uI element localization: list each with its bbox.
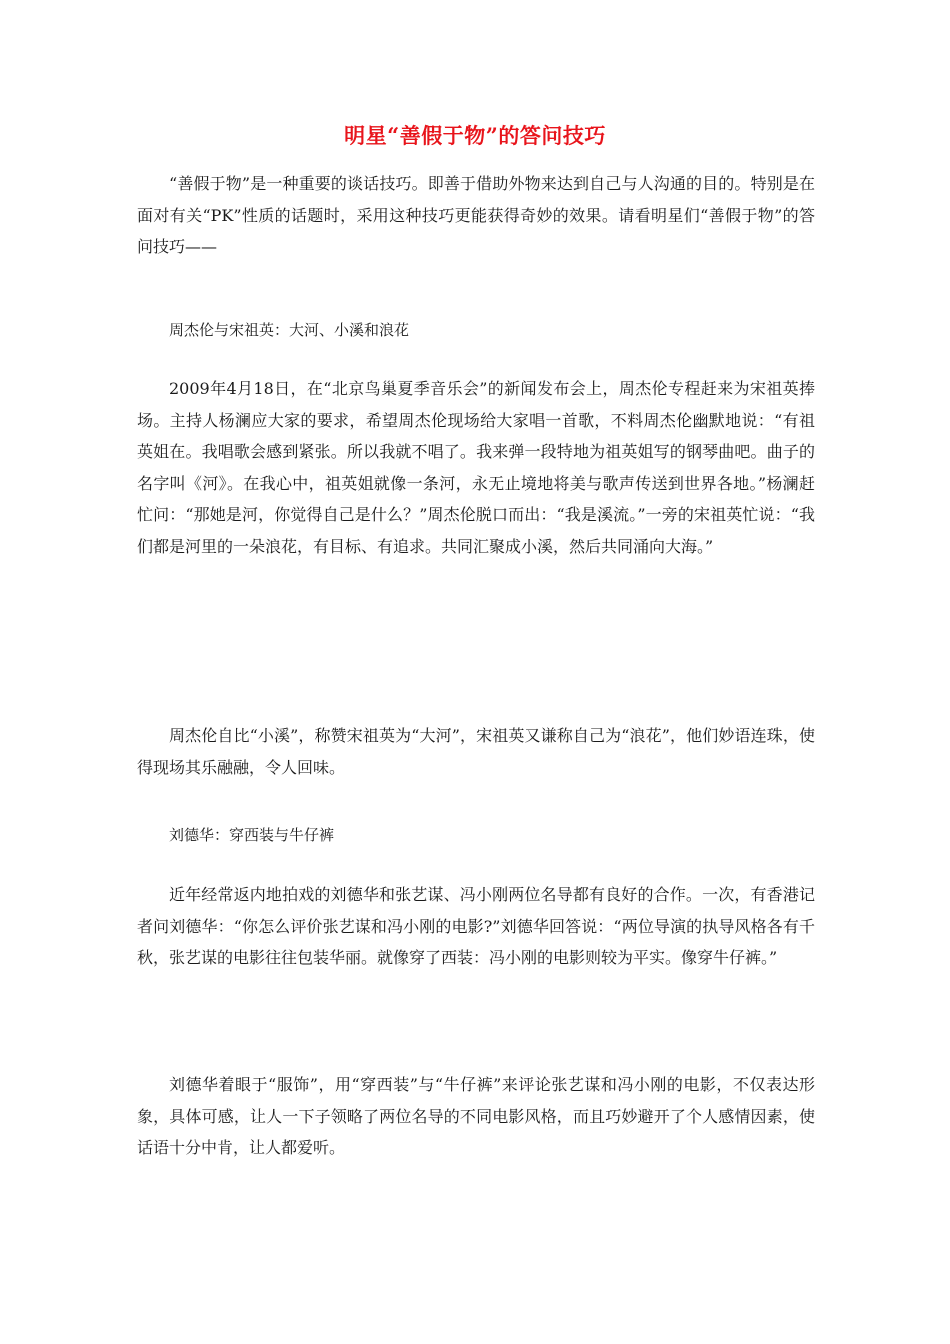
section1-story-paragraph: 2009年4月18日，在“北京鸟巢夏季音乐会”的新闻发布会上，周杰伦专程赶来为宋祖英捧场。主持人杨澜应大家的要求，希望周杰伦现场给大家唱一首歌，不料周杰伦幽默地说：“有祖英姐在。我唱歌会感到紧张。所以我就不唱了。我来弹一段特地为祖英姐写的钢琴曲吧。曲子的名字叫《河》。在我心中，祖英姐就像一条河，永无止境地将美与歌声传送到世界各地。”杨澜赶忙问：“那她是河，你觉得自己是什么？”周杰伦脱口而出：“我是溪流。”一旁的宋祖英忙说：“我们都是河里的一朵浪花，有目标、有追求。共同汇聚成小溪，然后共同涌向大海。” <box>137 379 815 556</box>
section2-comment-paragraph: 刘德华着眼于“服饰”，用“穿西装”与“牛仔裤”来评论张艺谋和冯小刚的电影，不仅表达形象，具体可感，让人一下子领略了两位名导的不同电影风格，而且巧妙避开了个人感情因素，使话语十分中肯，让人都爱听。 <box>137 1075 815 1157</box>
section1-heading: 周杰伦与宋祖英：大河、小溪和浪花 <box>169 321 410 339</box>
section2-story-paragraph: 近年经常返内地拍戏的刘德华和张艺谋、冯小刚两位名导都有良好的合作。一次，有香港记者问刘德华：“你怎么评价张艺谋和冯小刚的电影?”刘德华回答说：“两位导演的执导风格各有千秋，张艺谋的电影往往包装华丽。就像穿了西装：冯小刚的电影则较为平实。像穿牛仔裤。” <box>137 885 815 967</box>
intro-paragraph: “善假于物”是一种重要的谈话技巧。即善于借助外物来达到自己与人沟通的目的。特别是在面对有关“PK”性质的话题时，采用这种技巧更能获得奇妙的效果。请看明星们“善假于物”的答问技巧—— <box>137 174 815 256</box>
section2-heading: 刘德华：穿西装与牛仔裤 <box>169 826 335 844</box>
document-title: 明星“善假于物”的答问技巧 <box>344 123 606 148</box>
section1-comment-paragraph: 周杰伦自比“小溪”，称赞宋祖英为“大河”，宋祖英又谦称自己为“浪花”，他们妙语连珠，使得现场其乐融融，令人回味。 <box>137 726 815 777</box>
